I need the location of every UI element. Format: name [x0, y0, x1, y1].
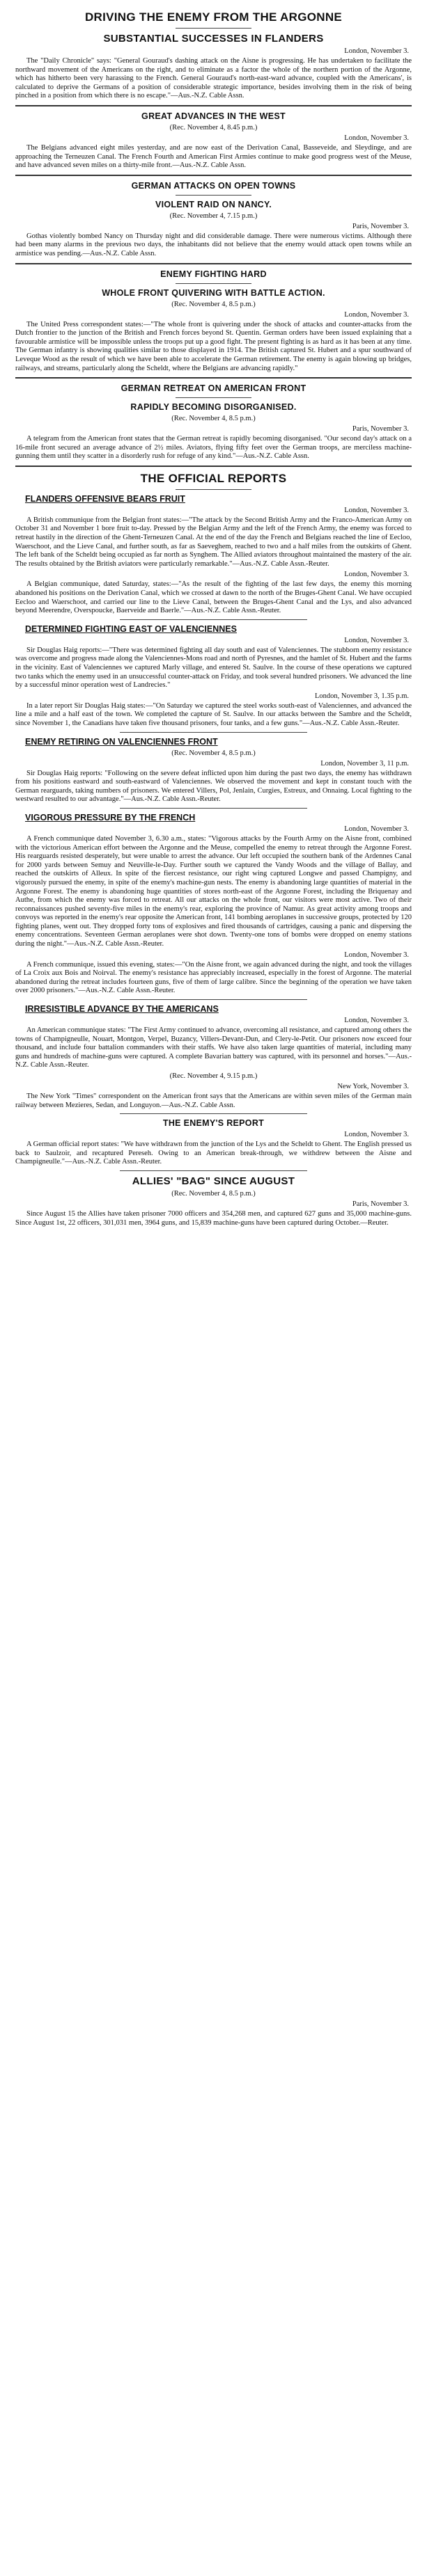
dateline: London, November 3, 11 p.m.	[320, 759, 409, 768]
section-headline: ENEMY RETIRING ON VALENCIENNES FRONT	[25, 736, 218, 747]
dateline: Paris, November 3.	[352, 1200, 409, 1208]
dateline: London, November 3.	[344, 825, 409, 833]
dateline: London, November 3.	[344, 134, 409, 142]
section-headline: DETERMINED FIGHTING EAST OF VALENCIENNES	[25, 623, 237, 634]
main-subheadline: SUBSTANTIAL SUCCESSES IN FLANDERS	[103, 33, 324, 45]
section-divider	[15, 263, 412, 264]
section-divider	[15, 175, 412, 176]
divider	[120, 732, 307, 733]
divider	[176, 195, 251, 196]
section-headline: GERMAN RETREAT ON AMERICAN FRONT	[121, 383, 306, 394]
dateline: London, November 3.	[344, 506, 409, 514]
divider	[176, 28, 251, 29]
received-line: (Rec. November 4, 8.5 p.m.)	[171, 415, 256, 423]
dateline: London, November 3.	[344, 310, 409, 319]
article-paragraph: In a later report Sir Douglas Haig states:—"On Saturday we captured the steel works south-east of Valenciennes, and advanced the line a mile and a half east of the town. We completed the capture of St. Saulve. In our attacks between the Sambre and the Scheldt, since November 1, the Canadians have taken five thousand prisoners, four tanks, and a few guns."—Aus.-N.Z. Cable Assn.-Reuter.	[15, 701, 412, 727]
dateline: Paris, November 3.	[352, 222, 409, 230]
article-paragraph: The New York "Times" correspondent on the American front says that the Americans are within seven miles of the German main railway between Mezieres, Sedan, and Longuyon.—Aus.-N.Z. Cable Assn.	[15, 1092, 412, 1109]
section-divider	[15, 105, 412, 106]
article-paragraph: A French communique dated November 3, 6.30 a.m., states: "Vigorous attacks by the Fourth Army on the Aisne front, combined with the victorious American effort between the Argonne and the Meuse, compelled the enemy to retreat through the Argonne Forest. His rearguards resisted desperately, but were unable to arrest the advance. Our left occupied the southern bank of the Ardennes Canal for 2000 yards between Semuy and Neuville-le-Day. Further south we captured the Vandy Woods and the village of Ballay, and reached the outskirts of Alleux. In spite of the fiercest resistance, our right wing captured Longwe and passed Champigny, and vigorously pursued the enemy, in spite of the enemy's machine-gun nests. The enemy is abandoning large quantities of material in the Argonne Forest. The enemy is abandoning huge quantities of stores north-east of the Argonne Forest, including the Briquenay and Authe, from which the enemy was forced to retreat. All our attacks on the whole front, our visitors were most active. Two of their reconnaissances pushed seventy-five miles in the enemy's rear, exploring the province of Namur. As great activity among troops and convoys was reported in the enemy's rear opposite the American front, 141 bombing aeroplanes in successive groups, protected by 120 fighting planes, went out. They dropped forty tons of explosives and fired thousands of cartridges, causing a panic and dispersing the enemy concentrations. Seventeen German aeroplanes were shot down. Twenty-one tons of bombs were dropped on enemy stations during the night."—Aus.-N.Z. Cable Assn.-Reuter.	[15, 834, 412, 948]
dateline: New York, November 3.	[337, 1083, 409, 1090]
article-paragraph: A British communique from the Belgian front states:—"The attack by the Second British Army and the Franco-American Army on October 31 and November 1 bore fruit to-day. Pressed by the Belgian Army and the left of the French Army, the enemy was forced to retreat hastily in the direction of the Ghent-Terneuzen Canal. At the end of the day the French and Belgians reached the line of Eecloo, Waerschoot, and the Lieve Canal, and further south, as far as Saeveghem, reached to two and a half miles from the outskirts of Ghent. The left bank of the Scheldt being occupied as far north as Synghem. The Allied aviators throughout maintained the mastery of the air. The results obtained by the British aviators were particularly remarkable."—Aus.-N.Z. Cable Assn.-Reuter.	[15, 516, 412, 568]
received-line: (Rec. November 4, 8.5 p.m.)	[171, 1189, 256, 1198]
section-divider	[15, 466, 412, 467]
section-subheadline: VIOLENT RAID ON NANCY.	[155, 199, 272, 209]
article-paragraph: An American communique states: "The First Army continued to advance, overcoming all resistance, and captured among others the towns of Champigneulle, Nouart, Montgon, Verpel, Buzancy, Villers-Devant-Dun, and Clery-le-Petit. Our prisoners now exceed four thousand, and include four battalion commanders with their staffs. We have also taken large quantities of material, including many guns and hundreds of machine-guns were captured. A complete Bavarian battery was captured, with its personnel and horses."—Aus.-N.Z. Cable Assn.-Reuter.	[15, 1026, 412, 1070]
dateline: London, November 3.	[344, 1017, 409, 1025]
article-paragraph: Since August 15 the Allies have taken prisoner 7000 officers and 354,268 men, and captured 627 guns and 35,000 machine-guns. Since August 1st, 22 officers, 301,031 men, 3964 guns, and 15,839 machine-guns have been captured during October.—Reuter.	[15, 1209, 412, 1227]
section-subheadline: RAPIDLY BECOMING DISORGANISED.	[130, 402, 297, 413]
dateline: London, November 3.	[344, 951, 409, 959]
section-headline: GREAT ADVANCES IN THE WEST	[141, 111, 286, 121]
section-headline: FLANDERS OFFENSIVE BEARS FRUIT	[25, 493, 185, 504]
article-paragraph: A Belgian communique, dated Saturday, states:—"As the result of the fighting of the last few days, the enemy this morning abandoned his positions on the Derivation Canal, which we crossed at dawn to the north of the Bruges-Ghent Canal. We have occupied Eecloo and Waerschoot, and carried our line to the Lieve Canal, between the Bruges-Ghent Canal and the Lys, and also advanced beyond Meerendre, Overspoucke, Baerveide and Baerle."—Aus.-N.Z. Cable Assn.-Reuter.	[15, 580, 412, 615]
dateline: London, November 3.	[344, 1131, 409, 1139]
article-paragraph: The Belgians advanced eight miles yesterday, and are now east of the Derivation Canal, Basseveide, and Sleydinge, and are approaching the Terneuzen Canal. The French Fourth and American First Armies continue to make good progress west of the Meuse, and have advanced seven miles on a thirty-mile front.—Aus.-N.Z. Cable Assn.	[15, 143, 412, 170]
received-line: (Rec. November 4, 9.15 p.m.)	[169, 1072, 258, 1080]
divider	[176, 283, 251, 284]
reports-headline: THE OFFICIAL REPORTS	[140, 471, 287, 485]
article-paragraph: A telegram from the American front states that the German retreat is rapidly becoming disorganised. "Our second day's attack on a 16-mile front secured an average advance of 2½ miles. Aviators, flying fifty feet over the German troops, are merciless machine-gunning them until they scatter in a disorderly rush for refuge of any kind."—Aus.-N.Z. Cable Assn.	[15, 435, 412, 461]
divider	[120, 999, 307, 1000]
section-headline: THE ENEMY'S REPORT	[162, 1118, 265, 1129]
section-divider	[15, 377, 412, 379]
received-line: (Rec. November 4, 8.5 p.m.)	[171, 749, 256, 757]
main-headline: DRIVING THE ENEMY FROM THE ARGONNE	[84, 10, 343, 24]
dateline: London, November 3.	[344, 47, 409, 55]
received-line: (Rec. November 4, 8.5 p.m.)	[171, 300, 256, 308]
section-headline: ALLIES' "BAG" SINCE AUGUST	[132, 1175, 295, 1187]
article-paragraph: The "Daily Chronicle" says: "General Gouraud's dashing attack on the Aisne is progressing. He has undertaken to facilitate the northward movement of the Americans on the right, and to eliminate as a factor the whole of the northern portion of the Argonne, which has hitherto been very harassing to the French. General Gouraud's north-east-ward advance, coupled with the Americans', is calculated to deprive the Germans of a position of considerable strategic importance, besides involving them in the risk of being pinched in a position from which there is no escape."—Aus.-N.Z. Cable Assn.	[15, 57, 412, 100]
divider	[120, 619, 307, 620]
dateline: London, November 3, 1.35 p.m.	[314, 692, 409, 700]
divider	[120, 1113, 307, 1114]
dateline: Paris, November 3.	[352, 425, 409, 434]
dateline: London, November 3.	[344, 636, 409, 644]
divider	[176, 397, 251, 398]
dateline: London, November 3.	[344, 571, 409, 579]
divider	[120, 1170, 307, 1171]
section-headline: IRRESISTIBLE ADVANCE BY THE AMERICANS	[25, 1004, 219, 1015]
article-paragraph: The United Press correspondent states:—"The whole front is quivering under the shock of attacks and counter-attacks from the Dutch frontier to the junction of the British and French forces beyond St. Quentin. German orders have been issued explaining that a favourable armistice will be impossible unless the troops put up a good fight. The present fighting is as hard as it has been at any time. The German infantry is showing qualities similar to those displayed in 1914. The British captured St. Hubert and a spur southward of Leveque Wood as the result of which we have been able to accelerate the German retirement. The enemy is again blowing up bridges, railways, and streams, particularly along the Scheldt, where the Belgians are advancing rapidly."	[15, 320, 412, 372]
divider	[176, 489, 251, 490]
article-paragraph: A French communique, issued this evening, states:—"On the Aisne front, we again advanced during the night, and took the villages of La Croix aux Bois and Noirval. The enemy's resistance has appreciably increased, especially in the forest of Argonne. The material abandoned during the retreat includes fourteen guns, five of them of large calibre. Since the beginning of the operation we have taken over 2000 prisoners."—Aus.-N.Z. Cable Assn.-Reuter.	[15, 960, 412, 995]
received-line: (Rec. November 4, 7.15 p.m.)	[169, 212, 258, 220]
article-paragraph: Sir Douglas Haig reports: "Following on the severe defeat inflicted upon him during the past two days, the enemy has withdrawn from his positions eastward and south-eastward of Valenciennes. We observed the movement and kept in constant touch with the German rearguards, taking numbers of prisoners. We entered Villers, Pol, Jenlain, Curgies, Estreux, and Onnaing. Local fighting to the westward resulted to our advantage."—Aus.-N.Z. Cable Assn.-Reuter.	[15, 769, 412, 804]
article-paragraph: Sir Douglas Haig reports:—"There was determined fighting all day south and east of Valenciennes. The stubborn enemy resistance was overcome and progress made along the Valenciennes-Mons road and north of Pyresnes, and the hamlet of St. Hubert and the farms in the vicinity. East of Valenciennes we captured Marly village, and entered St. Saulve. In the course of these operations we captured two tanks which the enemy used in an unsuccessful counter-attack on Friday, and took several hundred prisoners. We advanced the line by a successful minor operation west of Landrecies."	[15, 646, 412, 690]
section-headline: ENEMY FIGHTING HARD	[160, 269, 267, 279]
divider	[120, 808, 307, 809]
article-paragraph: Gothas violently bombed Nancy on Thursday night and did considerable damage. There were numerous victims. Although there had been many alarms in the previous two days, the inhabitants did not believe that the enemy would attack open towns while an armistice was pending.—Aus.-N.Z. Cable Assn.	[15, 232, 412, 257]
received-line: (Rec. November 4, 8.45 p.m.)	[169, 123, 258, 132]
section-headline: VIGOROUS PRESSURE BY THE FRENCH	[25, 812, 196, 822]
article-paragraph: A German official report states: "We have withdrawn from the junction of the Lys and the Scheldt to Ghent. The English pressed us back to Saulzoir, and recaptured Pereseh. Owing to an American break-through, we withdrew between the Aisne and Champigneulle."—Aus.-N.Z. Cable Assn.-Reuter.	[15, 1140, 412, 1166]
section-headline: GERMAN ATTACKS ON OPEN TOWNS	[131, 180, 296, 191]
section-subheadline: WHOLE FRONT QUIVERING WITH BATTLE ACTION.	[102, 287, 325, 298]
